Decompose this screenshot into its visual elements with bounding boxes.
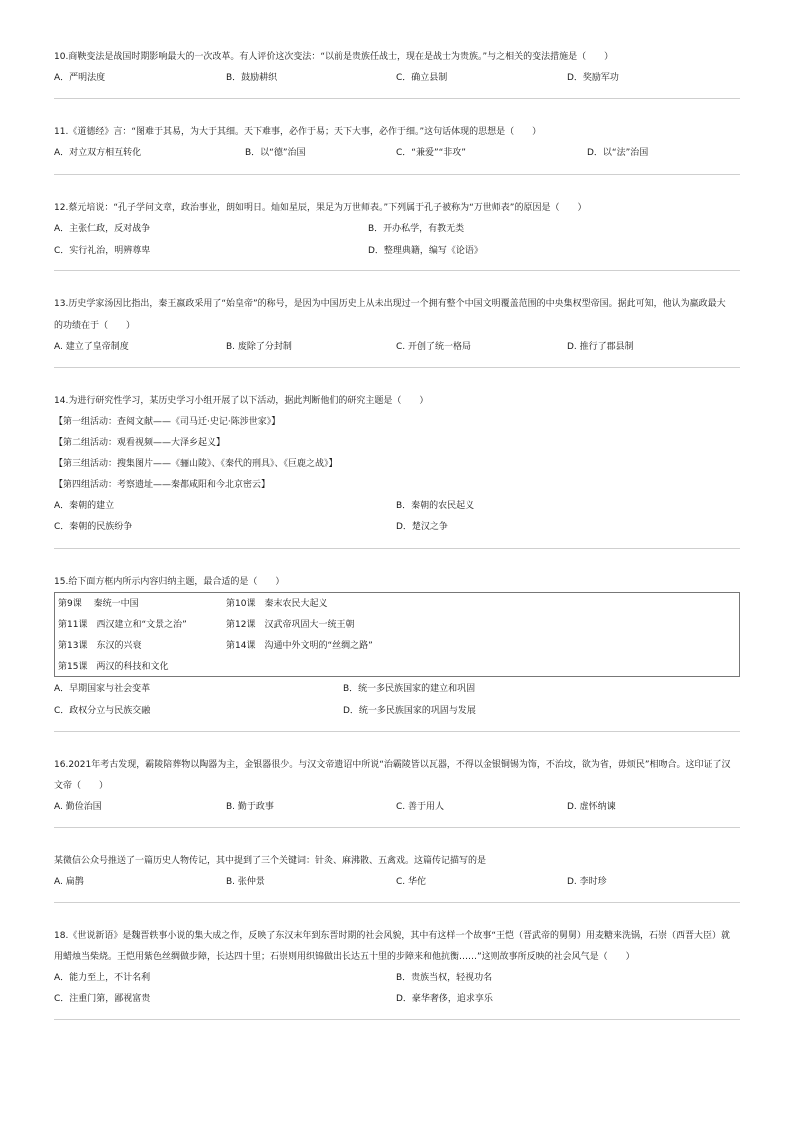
divider [54, 902, 740, 903]
lesson-box [54, 592, 740, 677]
question-13-stem-cont: 的功绩在于（ ） [54, 321, 136, 331]
divider [54, 548, 740, 549]
divider [54, 367, 740, 368]
q15-option-b: B．统一多民族国家的建立和巩固 [343, 684, 476, 694]
q15-option-a: A．早期国家与社会变革 [54, 684, 151, 694]
divider [54, 270, 740, 271]
q13-option-c: C. 开创了统一格局 [396, 342, 472, 352]
q10-option-a: A．严明法度 [54, 73, 106, 83]
q14-activity-3: 【第三组活动：搜集图片——《骊山陵》、《秦代的刑具》、《巨鹿之战》】 [54, 459, 338, 469]
q12-option-d: D．整理典籍，编写《论语》 [368, 246, 483, 256]
q12-option-a: A．主张仁政，反对战争 [54, 224, 151, 234]
q10-option-d: D．奖励军功 [567, 73, 619, 83]
question-18-stem: 18.《世说新语》是魏晋轶事小说的集大成之作，反映了东汉末年到东晋时期的社会风貌，其中有这样一个故事“王恺（晋武帝的舅舅）用麦糖来洗锅，石崇（西晋大臣）就 [54, 931, 730, 941]
divider [54, 827, 740, 828]
question-18-stem-cont: 用蜡烛当柴烧。王恺用紫色丝绸做步障，长达四十里；石崇则用织锦做出长达五十里的步障来和他抗衡……”这则故事所反映的社会风气是（ ） [54, 952, 635, 962]
lesson-cell: 第15课 两汉的科技和文化 [58, 662, 169, 672]
q15-option-d: D．统一多民族国家的巩固与发展 [343, 706, 476, 716]
divider [54, 174, 740, 175]
question-15-stem: 15.给下面方框内所示内容归纳主题，最合适的是（ ） [54, 577, 285, 587]
lesson-cell: 第12课 汉武帝巩固大一统王朝 [226, 620, 355, 630]
q13-option-b: B. 废除了分封制 [226, 342, 292, 352]
q14-option-b: B．秦朝的农民起义 [396, 501, 475, 511]
question-10-stem: 10.商鞅变法是战国时期影响最大的一次改革。有人评价这次变法：“以前是贵族任战士，现在是战士为贵族。”与之相关的变法措施是（ ） [54, 52, 614, 62]
question-16-stem: 16.2021年考古发现，霸陵陪葬物以陶器为主，金银器很少。与汉文帝遗诏中所说“治霸陵皆以瓦器，不得以金银铜锡为饰，不治坟，欲为省，毋烦民”相吻合。这印证了汉 [54, 760, 731, 770]
q11-option-a: A．对立双方相互转化 [54, 148, 142, 158]
question-11-stem: 11.《道德经》言：“图难于其易，为大于其细。天下难事，必作于易；天下大事，必作于细。”这句话体现的思想是（ ） [54, 127, 542, 137]
q17-option-a: A. 扁鹊 [54, 877, 84, 887]
q17-option-c: C. 华佗 [396, 877, 427, 887]
q18-option-a: A．能力至上，不计名利 [54, 973, 151, 983]
lesson-cell: 第9课 秦统一中国 [58, 599, 139, 609]
q13-option-a: A. 建立了皇帝制度 [54, 342, 129, 352]
q17-option-b: B. 张仲景 [226, 877, 265, 887]
q10-option-c: C．确立县制 [396, 73, 448, 83]
divider [54, 98, 740, 99]
q14-option-a: A．秦朝的建立 [54, 501, 115, 511]
q18-option-d: D．豪华奢侈，追求享乐 [396, 994, 493, 1004]
question-16-stem-cont: 文帝（ ） [54, 781, 109, 791]
q14-option-c: C．秦朝的民族纷争 [54, 522, 133, 532]
q14-activity-1: 【第一组活动：查阅文献——《司马迁·史记·陈涉世家》】 [54, 417, 281, 427]
lesson-cell: 第11课 西汉建立和“文景之治” [58, 620, 187, 630]
q14-activity-2: 【第二组活动：观看视频——大泽乡起义】 [54, 438, 226, 448]
q10-option-b: B．鼓励耕织 [226, 73, 278, 83]
q16-option-c: C. 善于用人 [396, 802, 445, 812]
q12-option-b: B．开办私学，有教无类 [368, 224, 465, 234]
q14-option-d: D．楚汉之争 [396, 522, 448, 532]
q16-option-b: B. 勤于政事 [226, 802, 274, 812]
q12-option-c: C．实行礼治，明辨尊卑 [54, 246, 151, 256]
q13-option-d: D. 推行了郡县制 [567, 342, 634, 352]
q11-option-b: B．以“德”治国 [245, 148, 306, 158]
question-17-stem: 某微信公众号推送了一篇历史人物传记，其中提到了三个关键词：针灸、麻沸散、五禽戏。这篇传记描写的是 [54, 856, 487, 866]
lesson-cell: 第10课 秦末农民大起义 [226, 599, 328, 609]
lesson-cell: 第13课 东汉的兴衰 [58, 641, 142, 651]
question-14-stem: 14.为进行研究性学习，某历史学习小组开展了以下活动，据此判断他们的研究主题是（ ） [54, 396, 429, 406]
q16-option-a: A. 勤俭治国 [54, 802, 102, 812]
q11-option-c: C．“兼爱”“非攻” [396, 148, 466, 158]
q16-option-d: D. 虚怀纳谏 [567, 802, 616, 812]
q15-option-c: C．政权分立与民族交融 [54, 706, 151, 716]
divider [54, 731, 740, 732]
q17-option-d: D. 李时珍 [567, 877, 607, 887]
q18-option-b: B．贵族当权，轻视功名 [396, 973, 493, 983]
q18-option-c: C．注重门第，鄙视富贵 [54, 994, 151, 1004]
q14-activity-4: 【第四组活动：考察遗址——秦都咸阳和今北京密云】 [54, 480, 271, 490]
question-13-stem: 13.历史学家汤因比指出，秦王嬴政采用了“始皇帝”的称号，是因为中国历史上从未出现过一个拥有整个中国文明覆盖范围的中央集权型帝国。据此可知，他认为嬴政最大 [54, 299, 726, 309]
divider [54, 1019, 740, 1020]
q11-option-d: D．以“法”治国 [587, 148, 649, 158]
lesson-cell: 第14课 沟通中外文明的“丝绸之路” [226, 641, 373, 651]
question-12-stem: 12.蔡元培说：“孔子学问文章，政治事业，朗如明日。灿如星辰，果足为万世师表。”下列属于孔子被称为“万世师表”的原因是（ ） [54, 203, 587, 213]
